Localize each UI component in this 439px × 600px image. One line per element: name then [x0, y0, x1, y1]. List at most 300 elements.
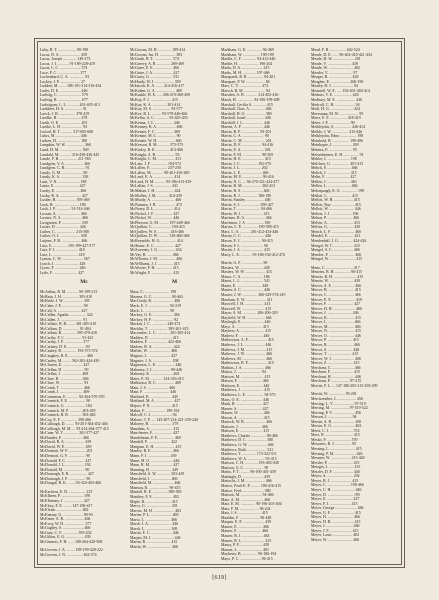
index-entry: Marpin, M. J. ...................... 446 — [130, 535, 181, 540]
index-entry: Manahan, A. ...................... 415 — [130, 426, 180, 431]
index-entry: Mercer, M. ......................... 466 — [311, 324, 361, 329]
index-entry: Magnuson, L. E. .................. 446 — [130, 363, 182, 368]
index-entry: Meyer, J. F. ...................... 415 — [311, 528, 359, 533]
index-entry: Maury, P. F. ...................... 439 — [221, 543, 269, 548]
index-entry: Manley, R. E. .................... 466 — [130, 449, 179, 454]
index-entry: Matthews, Charles ............... 90-466 — [221, 433, 278, 438]
index-entry: Mauldin, F. .................... 90-448 — [221, 515, 272, 520]
index-entry: Meiklejohn, Edna ................. 198 — [311, 134, 364, 139]
index-entry: McKenzie, F. C. ................. 469 — [130, 129, 180, 134]
index-entry: Martin, F. M. ................... 90-565 — [221, 152, 274, 157]
index-entry: Luder, D. E. ..................... 446 — [40, 88, 88, 93]
index-entry: McCaughey, R. E. ................. 466 — [40, 354, 93, 358]
index-entry: McNeary, D. L. .................. 414 — [130, 207, 180, 212]
index-entry: Lucas, J. I. ........... 91-189-228-419 — [40, 61, 95, 66]
index-entry: Mengel, W. .......................... 415 — [311, 257, 363, 262]
index-entry: McShane, E. C. ................... 427 — [130, 243, 181, 248]
index-entry: Luther, C. ................... 215-580 — [40, 229, 90, 234]
index-entry: Mattson, C. H. ............. 193-403-438 — [221, 461, 279, 466]
index-entry: McWilliams, J. J. ............... 415 — [130, 261, 180, 266]
index-entry: Matthews, T. .............. 173-322-511 — [221, 452, 277, 457]
index-entry: Meyer, E. .......................... 427 — [311, 497, 360, 502]
index-entry: McQuillan, C. .................. 194-415 — [130, 225, 185, 230]
index-entry: Luetke, L. H. ..................... 93 — [40, 125, 88, 130]
index-entry: Matson, F. ........................ 466 — [221, 379, 269, 384]
index-entry: Marks, M. H. ............. 197-466 — [221, 70, 270, 75]
index-entry: Merring, M. .................. 97-519-522 — [311, 406, 368, 411]
index-entry: McCommons, E. ........... 92-264-570-570 — [40, 394, 105, 399]
index-entry: McLeod, H. M. .......... 93-196-413-439 — [130, 179, 192, 184]
index-entry: Merchant, C. ...................... 466 — [311, 365, 361, 370]
index-entry: Mansfield, M. ..................... 466 — [130, 481, 181, 486]
index-entry: Meier, E. F. ................. 418-419 — [311, 116, 361, 121]
index-entry: McCormick, G. .................... 184 — [40, 404, 92, 409]
index-entry: Maitland, M. A. .................. 427 — [130, 399, 181, 404]
index-entry: Matz, J. S. ....................... 415 — [221, 511, 268, 516]
index-entry: McKay, F. J. ..................... 415 — [130, 98, 178, 103]
index-entry: Melin, F. ........................ 427 — [311, 175, 357, 180]
index-entry: Mattox, J. ........................ 94 — [221, 370, 266, 375]
index-entry: Lundy, G. M. ..................... 90 — [40, 170, 88, 175]
index-entry: Martin, Stanley .................. 446 — [221, 198, 271, 203]
index-entry: Meintra, E. ....................... 95 — [311, 148, 357, 153]
index-entry: Macomber, L. C. ............ 201-205-414 — [130, 331, 191, 336]
index-entry: McKenney, R. A. .................. 466 — [130, 125, 183, 130]
section-heading: M — [171, 279, 178, 286]
index-entry: Mauro, C. A. ..................... 186 — [221, 274, 270, 279]
index-entry: Mathew, F. ........................ 446 — [221, 333, 270, 338]
index-entry: Mahoney, K. ...................... 463 — [130, 372, 180, 377]
index-entry: Meyer, F. J. ..................... 415 — [311, 501, 358, 506]
index-entry: Mack, E. J. ..................... 92-219 — [130, 303, 182, 308]
index-entry: Masters, W. W. .................... 415 — [221, 270, 272, 275]
index-entry: Mercer, R. ......................... 466 — [311, 343, 360, 347]
index-entry: Manning, H. ..................... 449 — [130, 467, 178, 472]
index-entry: Marcus, M. H. ..................... 463 — [130, 508, 182, 513]
index-entry: McBain, J. H. ................ 395-410 — [40, 294, 93, 299]
index-entry: Luster, D. ....................... 426 — [40, 225, 86, 230]
index-column-2 — [130, 48, 219, 548]
index-entry: McQuillan, D. W. .......... 316-460-466 — [130, 234, 190, 239]
index-entry: Lusher, R. ................... 395-469 — [40, 198, 90, 203]
index-entry: Lusby, R. A. ..................... 427 — [40, 193, 88, 198]
index-entry: McKinley, B. E. ............. 413-466 — [130, 148, 183, 153]
index-entry: Mercer, B. .......................... 415 — [311, 288, 361, 293]
index-entry: Mattocks, J. M. ................... 466 — [221, 479, 272, 484]
index-entry: Luchenbard, C. A. ............... 93 — [40, 75, 90, 80]
index-entry: Mercer, N. .......................... 415 — [311, 329, 361, 334]
index-entry: McKahen, G. A. ................... 469 — [130, 88, 182, 93]
index-entry: Marcy, G. ......................... 201 — [130, 504, 178, 509]
index-entry: Mercer, L. .......................... 466 — [311, 320, 361, 325]
index-entry: Mercer, E. E. ....................... 419 — [311, 297, 362, 302]
index-entry: McCallum, D. ................ 91-404 — [40, 326, 91, 331]
index-entry: Markle, H. .................... 196-202 — [221, 61, 273, 66]
index-entry: McElheen, P. ...................... 198 — [40, 494, 90, 499]
index-entry: Lyons, F. ........................ 446 — [40, 266, 86, 271]
index-entry: Mackey, G. E. .................... 384 — [130, 313, 180, 318]
index-entry: Martin, R. S. ..................... 466 — [221, 188, 270, 193]
index-entry: McCallum, R. ............. 395-470-418 — [40, 331, 97, 336]
index-entry: Maxon, A. ......................... 415 — [221, 415, 270, 420]
index-entry: Mathias, J. A. ..................... 466 — [221, 365, 271, 370]
index-entry: McKenzie, M. C. .................. 90 — [130, 134, 181, 139]
index-entry: Mertz, C. J. ....................... 574 — [311, 428, 360, 433]
index-entry: Maurer, E. ........................ 466 — [221, 524, 269, 529]
index-entry: Lundy, K. A. ..................... 339 — [40, 175, 89, 180]
index-entry: McVay, R. ......................... 466 — [130, 252, 179, 257]
index-entry: McMahan, J. H. .................. 424 — [130, 188, 181, 193]
index-entry: McKay, K. A. .............. 201-414 — [130, 102, 181, 107]
index-entry: Mangum, E. H. .................... 415 — [130, 444, 182, 449]
index-entry: Martin, W. ........................ 466 — [130, 544, 178, 549]
index-entry: Merz, R. ............................ 415 — [311, 433, 360, 438]
index-entry: Mercer, J. ......................... 446 — [311, 311, 359, 316]
index-entry: Maple, R. ......................... 415 — [130, 499, 178, 504]
index-entry: McClellan, D. ..................... 90 — [40, 367, 89, 372]
index-entry: Merritt, F. L. ... 147-186-203-213-293-299 — [311, 383, 378, 388]
index-entry: McGinness, F. H. ...... 180-264-420-568 — [40, 539, 103, 544]
index-entry: Martin, E. A. ...................... 201 — [221, 148, 271, 153]
index-entry: Lyman, C. W. ..................... 567 — [40, 257, 90, 262]
index-entry: Meade, D. E. ...... 96-402-410-421-434 — [311, 52, 372, 57]
index-entry: Melvin, A. ......................... 415 — [311, 220, 360, 225]
index-entry: Meagher, E. ................... 206-190 — [311, 79, 364, 84]
index-entry: Makin, F. .................... 190-194 — [130, 408, 180, 413]
index-entry: Mercer, H. H. ...................... 466 — [311, 306, 362, 311]
index-entry: Mailhouse, B. C. ................. 469 — [130, 381, 181, 386]
index-entry: Maffett, W. ...................... 466 — [130, 349, 177, 354]
index-entry: Mann, M. O. ...................... 446 — [130, 458, 180, 463]
index-entry: Marshall, Israel .................. 446 — [221, 116, 271, 121]
index-entry: Mercer, T. ........................ 415 — [311, 352, 359, 357]
index-entry: Marty, L. E. ........... 93-186-192-412-476 — [221, 252, 285, 257]
index-entry: Mengel, S. C. .................... 466 — [311, 248, 360, 253]
index-entry: Messing, P. M. ..................... 426 — [311, 451, 363, 456]
index-entry: Markham, G. E. ............... 94-469 — [221, 48, 274, 52]
index-entry: McDonald, J. L. .................. 192 — [40, 463, 91, 468]
index-entry: Mantell, R. E. ............... 580-569 — [130, 490, 182, 495]
index-entry: Luby, R. T. .................. 90-198 — [40, 48, 88, 52]
index-entry: Marks, D. A. ..................... 415 — [221, 66, 270, 71]
index-entry: Mendenhall, J. G. ............. 424-426 — [311, 238, 367, 243]
index-entry: Mellott, L. ....................... 415 — [311, 193, 358, 198]
index-entry: Luther, O. J. .................... 438 — [40, 234, 87, 239]
index-entry: Mercer, Z. ......................... 415 — [311, 361, 360, 366]
index-entry: Mattox, Fred ...................... 380 — [221, 488, 271, 493]
index-entry: Mattock, W. B. .................... 466 — [221, 420, 272, 425]
index-entry: McWorter, F. H. ................ 415 — [130, 266, 179, 271]
index-entry: Meiklejohn, A. ................ 446-414 — [311, 125, 365, 130]
index-entry: Lund, H. M. ...................... 569 — [40, 148, 89, 153]
index-entry: Meyer, Louis .................... 402 — [311, 533, 360, 538]
index-entry: Martin, D. E. ................... 94-416 — [221, 143, 274, 148]
index-entry: McKaskle, H. E. ..... 206-219-260-269 — [130, 93, 191, 98]
index-entry: McLeod, E. A. .................... 414 — [130, 175, 181, 180]
index-entry: Merritt, W. ................ 95-201 — [311, 392, 357, 397]
index-entry: Merchant, P. .................. 97-215 — [311, 379, 362, 384]
index-entry: Metzler, D. F. .................... 446 — [311, 469, 360, 474]
index-entry: McCarthy, F. C. ................ 91-421 — [40, 335, 94, 340]
index-entry: Mauser, L. ........................ 401 — [221, 547, 269, 552]
index-entry: Mayhugh, E. ...................... 446 — [221, 320, 271, 325]
index-entry: Meisenheimer, E. H. ............... 91 — [311, 152, 364, 157]
index-entry: Markle, C. F. .............. 94-412-446 — [221, 57, 276, 62]
index-entry: Meinhold, R. ................. 199-406 — [311, 138, 364, 143]
index-entry: Madden, D. ....................... 415 — [130, 335, 179, 340]
index-entry: Madsen, R. A. .................... 424 — [130, 344, 180, 349]
index-entry: Mathews, J. W. .................... 466 — [221, 352, 273, 357]
index-entry: McCabe, J. F. ..................... 90 — [40, 303, 88, 308]
index-entry: Mathews, M. ....................... 466 — [221, 356, 272, 361]
index-entry: Meersman, M. W. ................... 95 — [311, 111, 364, 116]
index-entry: Mattson, M. ....................... 415 — [221, 374, 271, 379]
index-entry: Marshall, Chas. A. .............. 466 — [221, 107, 272, 112]
index-entry: Mattison, E. ...................... 446 — [221, 383, 270, 388]
index-entry: McLallen, E. ................ 237-250 — [130, 166, 181, 171]
index-entry: Lutz, F. J. ...................... 418 — [40, 248, 85, 253]
index-entry: Malone, T. P. .... 145-207-214-221-239-240 — [130, 417, 198, 422]
index-entry: Meyer, C. ....................... 190-466 — [311, 483, 364, 488]
index-entry: Manthey, F. E. ................... 402 — [130, 494, 179, 499]
index-entry: Mattoon, J. ...................... 466 — [221, 424, 268, 429]
index-entry: Lytle, F. ........................ 427 — [40, 270, 84, 275]
index-entry: Lueth, O. E. ..................... 201 — [40, 120, 88, 125]
index-entry: Matz, F. M. ................... 96-241 — [221, 506, 271, 511]
index-entry: Meyer, J. ........................... 466 — [311, 524, 360, 529]
index-entry: Martin, R. J. ................ 186-190 — [221, 193, 272, 198]
index-entry: Luhrs, M. ........................ 446 — [40, 134, 87, 139]
index-entry: Mellen, L. ....................... 466 — [311, 184, 358, 189]
index-entry: Meyer, George ...................... 466 — [311, 506, 364, 511]
index-entry: McElroy, F. E. ........ 147-186-417 — [40, 503, 93, 508]
index-entry: Meansell, W. E. ..... 192-401-404-414 — [311, 88, 370, 93]
index-entry: Martin, E. C. ..................... 446 — [130, 531, 179, 536]
index-entry: Medi, H. G. ....................... 424 — [311, 107, 360, 112]
index-entry: McSweeney, J. G. ................ 454 — [130, 248, 182, 253]
index-entry: McWright, F. ..................... 415 — [130, 270, 180, 275]
index-entry: Martin, J. L. .................... 202 — [221, 166, 268, 171]
index-entry: McKay, M. S. .................. 93-577 — [130, 107, 183, 112]
index-entry: Mackey, H. F. ..................... 92 — [130, 317, 179, 322]
index-column-3 — [221, 48, 310, 561]
index-entry: Marsh, L. ......................... 369 — [130, 526, 178, 531]
index-entry: Merson, J. ........................ 94 — [311, 415, 357, 420]
index-entry: Mauter, S. C. ..................... 446 — [221, 288, 270, 293]
index-entry: Macklin, T. ................... 395-201-415 — [130, 326, 189, 331]
index-entry: Lundgren, V. A. .................. 466 — [40, 161, 91, 166]
index-entry: McDavid, W. E. ................... 439 — [40, 444, 92, 449]
index-entry: Meador, V. ........................ 97 — [311, 70, 358, 75]
index-entry: Meno, C. ........................... 417 — [311, 265, 360, 270]
index-entry: Martin, L. E. .................... 466 — [221, 170, 269, 175]
section-heading: Mc — [80, 279, 88, 286]
index-entry: Mersin, A. R. ...................... 200 — [311, 419, 362, 424]
index-entry: Meyer, B. J. ..................... 415 — [311, 478, 359, 483]
index-entry: Marien, P. L. ..................... 469 — [130, 513, 179, 518]
index-entry: Marsden, A. B. ............ 314-402-416 — [221, 93, 279, 98]
index-entry: Ludden, M. ....... 186-191-314-316-434 — [40, 84, 102, 89]
index-entry: McGreevy, A. R. ............. 269-469 — [130, 61, 184, 66]
index-entry: Marshall, H. O. ................... 380 — [221, 111, 272, 116]
index-entry: Martin, S. J. ................... 390-427 — [221, 202, 274, 207]
index-entry: McLellan, J. S. ................. 441 — [130, 184, 178, 189]
index-entry: Menzie, W. ........................ 439 — [311, 279, 360, 284]
index-entry: Lustgarten, F. ................... 339 — [40, 220, 88, 225]
index-entry: Maurer, W. ........................ 466 — [221, 411, 270, 416]
index-entry: Mauter, J. W. ............... 206-329-574-419 — [221, 292, 286, 297]
index-entry: McKee, R. L. ......... 93-578-446-466 — [130, 111, 188, 116]
index-entry: Mayer, A. M. .............. 206-206-329 — [221, 311, 278, 316]
index-entry: Menzie, R. H. ....................... 415 — [311, 274, 364, 279]
index-entry: McDermott, G. F. ................. 90 — [40, 454, 91, 459]
index-entry: Mandell, F. ...................... 422 — [130, 440, 177, 445]
index-entry: Marx, L. A. .......... 201-412-434-446 — [221, 229, 279, 234]
index-entry: Mellott, Ray ....................... 415 — [311, 202, 361, 207]
index-entry: McGaghey, S. ..................... 466 — [40, 526, 91, 531]
index-entry: McEvoy, W. D. .................... 377 — [40, 521, 92, 526]
index-entry: McDanifer, F. .................... 466 — [40, 435, 89, 440]
index-entry: McCallen, J. ...................... 91 — [40, 317, 88, 322]
index-entry: Lutz, L. ......................... 418 — [40, 252, 85, 257]
index-entry: Ludwig, R. ....................... 677 — [40, 98, 88, 103]
index-entry: McCallen, Agatha ................. 324 — [40, 313, 93, 318]
index-entry: Martin, R. M. .................. 202-413 — [221, 184, 275, 189]
index-entry: Mayo, A. .......................... 415 — [221, 324, 269, 329]
index-entry: Matthews, L. E. ................. 94-573 — [221, 393, 276, 398]
index-entry: Merring, P. V. ..................... 456 — [311, 410, 361, 415]
index-entry: Merring, L. V. .................... 97-519 — [311, 401, 366, 406]
index-entry: McWhorter, J. M. ................. 466 — [130, 257, 183, 262]
index-entry: Mellott, W. ......................... 446 — [311, 207, 361, 212]
index-entry: McCullough, M. M. ... 93-214-464-577-415 — [40, 426, 109, 431]
index-entry: Martin, B. F. .................. 93-201 — [221, 129, 272, 134]
index-entry: Maus, O. E. ...................... 446 — [221, 397, 269, 402]
index-entry: Mackin, J. C. ............... 240-472 — [130, 322, 181, 327]
index-entry: McCauley, M. ........ 562-202-424-439 — [40, 358, 100, 363]
index-entry: Malcolf, C. J. .................... 94 — [130, 413, 177, 418]
index-entry: McCarthy, J. F. .................. 577 — [40, 340, 90, 345]
index-entry: Mengel, W. C. ................... 415 — [311, 243, 360, 248]
index-entry: Mendel, E. ......................... 421 — [311, 234, 361, 239]
index-entry: Matthews, J. ...................... 415 — [221, 388, 270, 393]
index-entry: Matthews, D. C. ................... 380 — [221, 438, 273, 443]
index-entry: Mercer, W. J. ...................... 466 — [311, 356, 361, 361]
index-entry: Lusk, J. P. .............. 91-514-446 — [40, 207, 90, 212]
index-entry: McDonald, F. C. .................. 427 — [40, 458, 92, 463]
index-entry: Lynch, J. ........................ 428 — [40, 261, 86, 266]
index-entry: Maasen, G. C. .................. 90-463 — [130, 294, 183, 299]
index-entry: Mayo, P. C. ..................... 96-415 — [221, 556, 273, 561]
index-entry: Mason, C. C. ...................... 446 — [221, 234, 271, 239]
index-entry: Meyer, G. F. ....................... 415 — [311, 510, 361, 515]
index-entry: McMullen, J. M. ........... 414-439 — [130, 193, 182, 198]
index-entry: Lutjens, F. B. ................... 466 — [40, 238, 88, 243]
index-entry: Mercer, A. E. ...................... 466 — [311, 283, 362, 288]
index-entry: Lussan, A. ....................... 466 — [40, 211, 87, 216]
index-entry: Mason, E. J. .................... 90-415 — [221, 238, 273, 243]
index-entry: Ludwig, C. ....................... 579 — [40, 93, 88, 98]
index-entry: Meyer, H. .......................... 466 — [311, 515, 360, 520]
index-entry: Marsh, H. ................ 94-196-199-408 — [221, 98, 280, 103]
index-entry: Martin, H. E. ...................... 415 — [221, 157, 271, 162]
index-entry: Meade, V. ........................ 439 — [311, 61, 358, 66]
index-entry: Merchant, F. ...................... 415 — [311, 370, 360, 375]
index-entry: Markham, W. ................. 190-199 — [221, 52, 274, 57]
index-entry: Merchant, H. ...................... 446 — [311, 374, 361, 379]
index-entry: Mathews, J. M. .................... 415 — [221, 347, 273, 352]
index-entry: Mayberry, B. ............... 96-186-194 — [221, 552, 277, 557]
index-entry: Martinson, J. A. ................. 190 — [221, 220, 271, 225]
index-entry: Luedke, B. ....................... 478 — [40, 116, 88, 121]
index-entry: Martin, W. J. ..................... 415 — [221, 211, 270, 216]
index-entry: Mattson, G. C. ................... 90 — [221, 465, 269, 470]
index-entry: Marten, A. F. ..................... 446 — [221, 125, 270, 130]
index-entry: Matz, E. M. ............... 90-196-201-404 — [221, 502, 282, 507]
index-entry: Lucas, L. C. ..................... 574 — [40, 66, 88, 71]
index-entry: Lucas, Joseph .............. 149-273 — [40, 57, 91, 62]
index-entry: Maxwell, W. ....................... 415 — [221, 306, 272, 311]
index-entry: Mench, L. F. ....................... 466 — [311, 229, 362, 234]
index-entry: McCune, W. T. .............. 201-577-427 — [40, 431, 100, 436]
index-entry: Messaros, R. J. ................ 95 — [311, 442, 357, 447]
index-entry: Merriweather, J. ................... 456 — [311, 397, 363, 402]
index-entry: Mattson, M. ..................... 94-466 — [221, 493, 274, 498]
index-entry: McArthur, R. M. ........... 90-199-213 — [40, 290, 98, 295]
index-entry: Luford, H. T. ........... 317-605-606 — [40, 129, 94, 134]
index-entry: Meinkopte, J. ................... 439 — [311, 143, 359, 148]
index-entry: McClure, W. ....................... 93 — [40, 381, 89, 386]
index-entry: Maloney, R. ...................... 379 — [130, 422, 179, 427]
index-entry: McEntee, A. R. ................... 466 — [40, 517, 91, 522]
index-entry: McCoy, E. F. ................ 390-466 — [40, 417, 91, 422]
index-entry: McPherson, G. M. ......... 187-448-466 — [130, 220, 190, 225]
index-entry: Mastin, J. A. ...................... 415 — [221, 248, 270, 253]
index-entry: McKnight, A. B. .................. 93 — [130, 152, 180, 157]
index-entry: Melchert, G. .................. 401-415 — [311, 161, 364, 166]
index-entry: Manchester, F. ................... 427 — [130, 431, 180, 436]
index-entry: Luce, F. C. ...................... 377 — [40, 70, 87, 75]
index-entry: Medbury, M. E. ................... 426 — [311, 98, 362, 103]
index-entry: McGovern, J. N. ................ 462-574 — [40, 552, 97, 557]
index-entry: Martin, G. F. ..................... 90 — [221, 261, 268, 266]
index-entry: Marvin, L. E. ............... 190-588-415 — [221, 225, 279, 230]
index-entry: Medcalf, C. H. .................... 94 — [311, 102, 360, 107]
index-entry: Maurer, S. ........................ 427 — [221, 406, 269, 411]
index-column-4 — [311, 48, 399, 548]
index-entry: Mattis, F. T. ......... 96-190-401-439 — [221, 470, 276, 475]
index-entry: Marquart, P. W. ................... 84 — [221, 79, 270, 84]
index-entry: Maitland, K. ..................... 445 — [130, 394, 178, 399]
index-entry: McMurdy, A. ....................... 466 — [130, 198, 182, 203]
index-entry: Lunt, V. N. ...................... 188 — [40, 179, 87, 184]
index-entry: McLallen, M. ........... 90-201-416-469 — [130, 170, 190, 175]
index-entry: Medaris, V. E. .................. 426 — [311, 93, 359, 98]
index-entry: Lueck, J. B. ................ 378-419 — [40, 111, 90, 116]
index-entry: Meyer, C. H. ....................... 446 — [311, 487, 362, 492]
index-entry: McDonald, M. ..................... 90 — [40, 467, 90, 472]
index-entry: Matz, A. M. ....................... 466 — [221, 497, 271, 502]
index-entry: Matthews, Ruth .................... 541 — [221, 447, 274, 452]
index-entry: McGovern, J. A. ........ 188-199-428-222 — [40, 548, 103, 553]
index-entry: Meikle, J. W. ................ 415-446 — [311, 129, 363, 134]
index-entry: McDougal, R. K. ....... 93-324-403-466 — [40, 481, 101, 486]
index-entry: Menzies, R. H. ............... 90-415 — [311, 270, 363, 275]
index-entry: Maute, E. ......................... 449 — [221, 283, 269, 288]
index-entry: McCaskey, R. .............. 193-573-574 — [40, 349, 98, 354]
index-entry: Luntz, E. ........................ 427 — [40, 184, 86, 189]
index-entry: McCormick, M. P. ............ 203-459 — [40, 408, 96, 413]
